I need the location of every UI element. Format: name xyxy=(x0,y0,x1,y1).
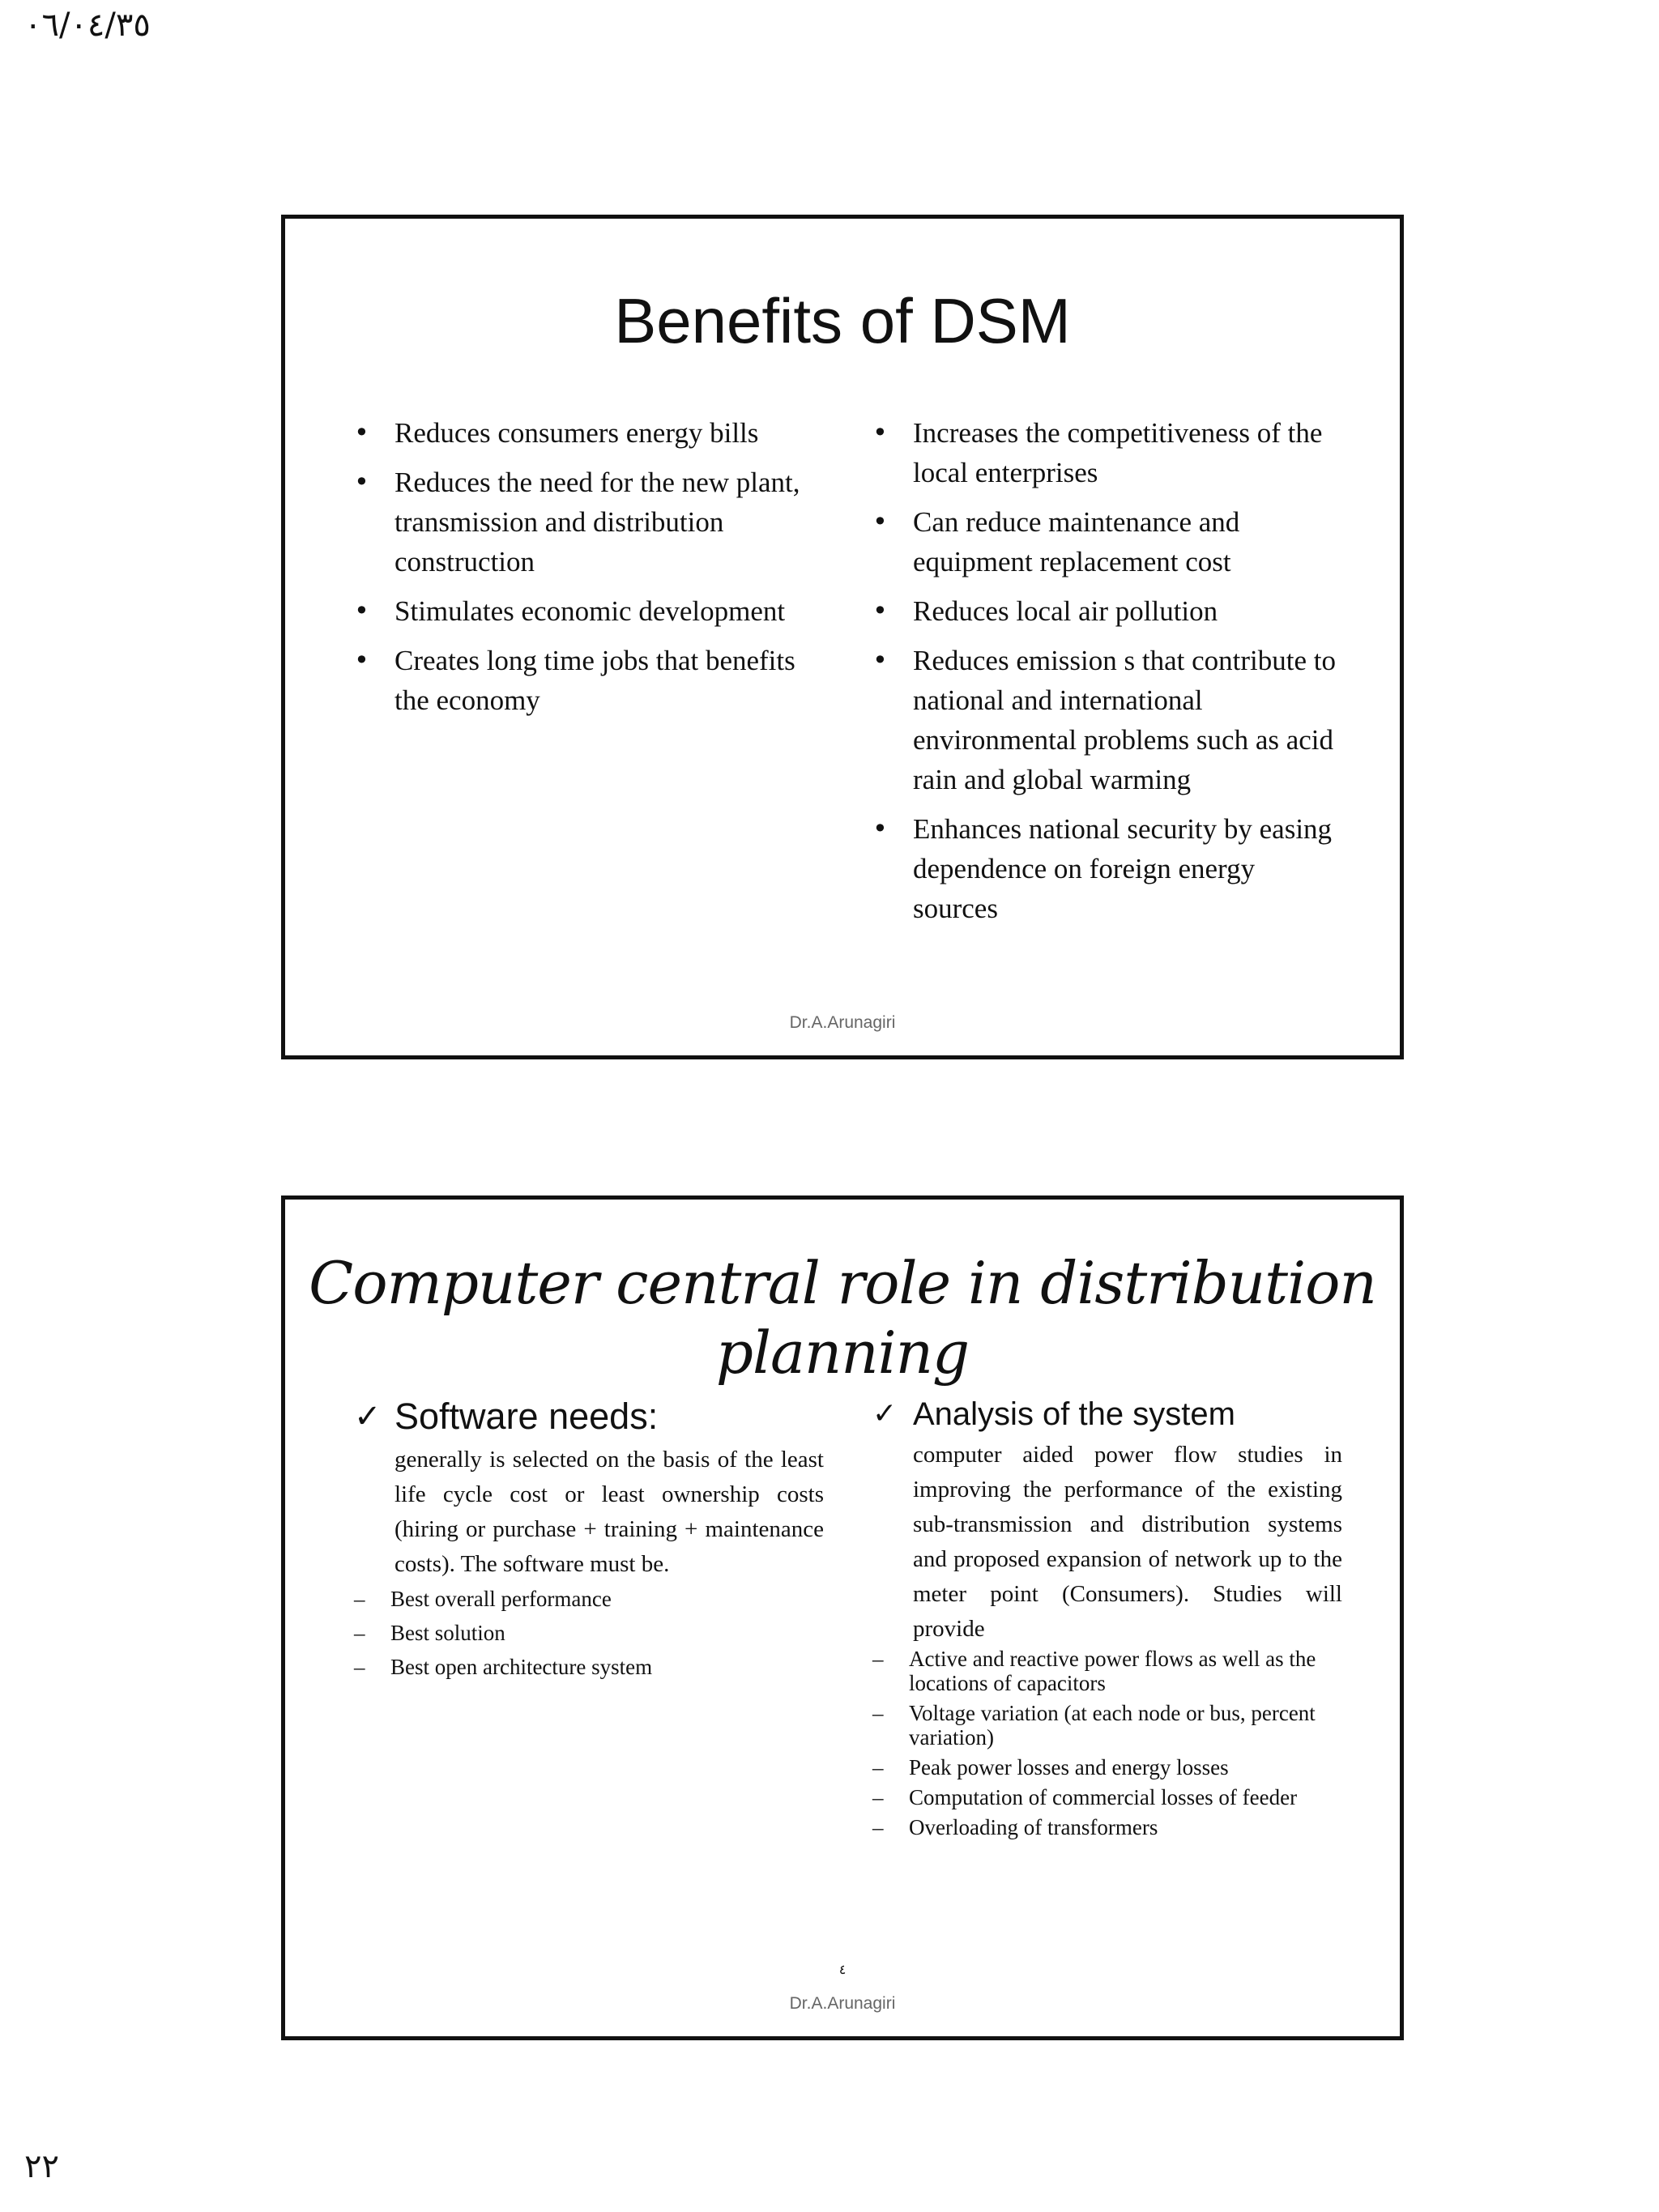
analysis-text: computer aided power flow studies in improving the performance of the existing sub-transmission and distribution systems and proposed expansion of network up to the meter point (Consumers). Studies will provide xyxy=(913,1442,1342,1642)
slide-footer: Dr.A.Arunagiri xyxy=(789,1994,896,2013)
dash-icon: – xyxy=(354,1655,365,1679)
bullet-icon: • xyxy=(354,595,369,626)
list-item: • Enhances national security by easing dependence on foreign energy sources xyxy=(872,809,1342,928)
bullet-icon: • xyxy=(354,417,369,448)
bullet-icon: • xyxy=(354,467,369,497)
slide-title: Computer central role in distribution planning xyxy=(309,1249,1376,1387)
bullet-icon: • xyxy=(872,417,888,448)
slide-number-mark: ٤ xyxy=(838,1963,847,1977)
dash-icon: – xyxy=(872,1785,884,1809)
dash-icon: – xyxy=(872,1815,884,1839)
print-date: ٠٦/٠٤/٣٥ xyxy=(24,6,151,44)
left-column xyxy=(354,413,832,730)
bullet-icon: • xyxy=(872,813,888,844)
list-item: • Can reduce maintenance and equipment replacement cost xyxy=(872,502,1342,582)
dash-icon: – xyxy=(872,1755,884,1779)
list-item: • Reduces the need for the new plant, transmission and distribution construction xyxy=(354,462,832,582)
list-item: – Computation of commercial losses of feeder xyxy=(872,1785,1298,1809)
bullet-icon: • xyxy=(872,595,888,626)
checkmark-icon: ✓ xyxy=(872,1397,898,1430)
analysis-column xyxy=(872,1394,1342,1845)
list-item: • Reduces emission s that contribute to national and international environmental problems such as acid rain and global warming xyxy=(872,641,1342,799)
list-item: – Best overall performance xyxy=(354,1582,824,1616)
slide-footer: Dr.A.Arunagiri xyxy=(789,1013,896,1032)
bullet-icon: • xyxy=(872,645,888,676)
slide-computer-role xyxy=(281,1196,1404,2040)
software-needs-text: generally is selected on the basis of the least life cycle cost or least ownership costs (hiring or purchase + training + maintenance costs). The software must be. xyxy=(394,1447,824,1577)
list-item: – Best open architecture system xyxy=(354,1650,824,1684)
list-item: • Reduces consumers energy bills xyxy=(354,413,832,453)
page-number: ٢٢ xyxy=(24,2148,59,2185)
list-item: – Active and reactive power flows as well as the locations of capacitors xyxy=(872,1647,1316,1695)
list-item: – Overloading of transformers xyxy=(872,1815,1158,1839)
bullet-icon: • xyxy=(354,645,369,676)
software-needs-column xyxy=(354,1394,824,1684)
slide-title: Benefits of DSM xyxy=(614,285,1071,356)
list-item: – Best solution xyxy=(354,1616,824,1650)
checkmark-icon: ✓ xyxy=(354,1398,382,1435)
list-item: • Reduces local air pollution xyxy=(872,591,1342,631)
list-item: – Peak power losses and energy losses xyxy=(872,1755,1229,1779)
right-column xyxy=(872,413,1342,938)
list-item: • Creates long time jobs that benefits the economy xyxy=(354,641,832,720)
bullet-icon: • xyxy=(872,506,888,537)
dash-icon: – xyxy=(872,1701,884,1725)
list-item: • Stimulates economic development xyxy=(354,591,832,631)
dash-icon: – xyxy=(354,1587,365,1611)
list-item: • Increases the competitiveness of the local enterprises xyxy=(872,413,1342,492)
analysis-heading: ✓ Analysis of the system xyxy=(872,1394,1342,1434)
dash-icon: – xyxy=(354,1621,365,1645)
dash-icon: – xyxy=(872,1647,884,1671)
slide-benefits-of-dsm xyxy=(281,215,1404,1059)
software-needs-heading: ✓ Software needs: xyxy=(354,1394,824,1439)
list-item: – Voltage variation (at each node or bus, percent variation) xyxy=(872,1701,1316,1750)
